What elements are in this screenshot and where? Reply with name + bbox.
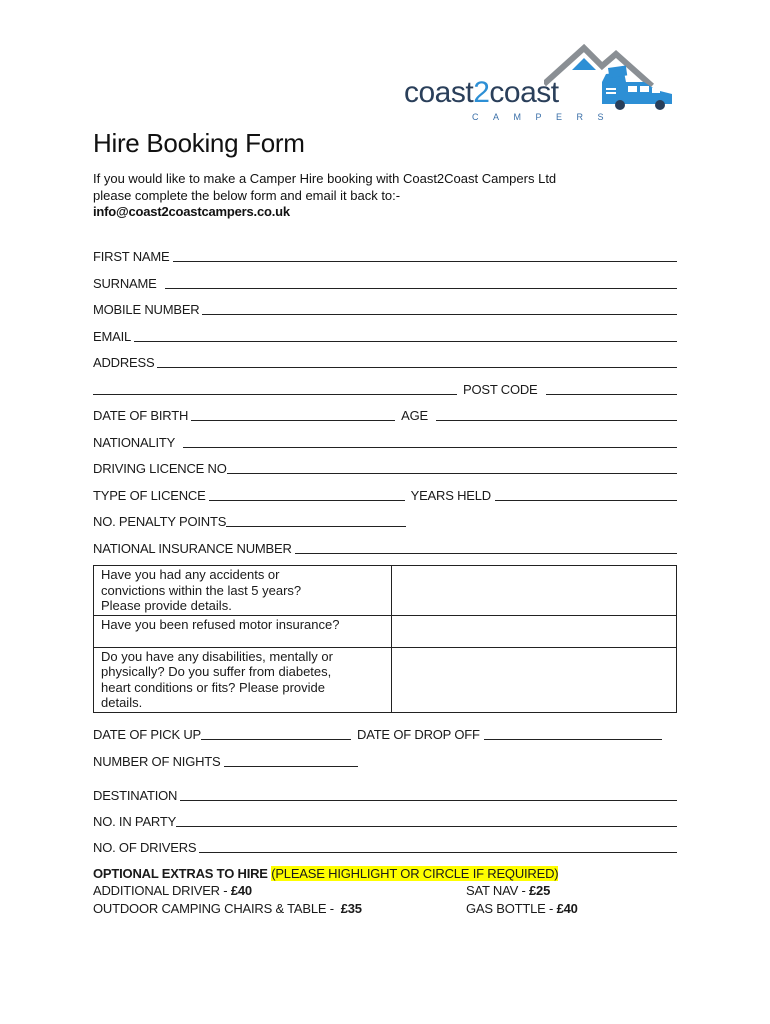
surname-line[interactable] <box>165 287 677 289</box>
extra-gas-bottle[interactable]: GAS BOTTLE - £40 <box>466 901 578 916</box>
intro-text <box>93 171 673 221</box>
ni-number-label: NATIONAL INSURANCE NUMBER <box>93 541 292 556</box>
nights-label: NUMBER OF NIGHTS <box>93 754 221 769</box>
first-name-label: FIRST NAME <box>93 249 170 264</box>
driving-licence-field[interactable] <box>93 459 677 477</box>
driving-licence-label: DRIVING LICENCE NO <box>93 461 227 476</box>
party-label: NO. IN PARTY <box>93 814 177 829</box>
age-label: AGE <box>401 408 429 423</box>
logo-wordmark: coast2coast <box>404 76 559 109</box>
price-badge: £35 <box>340 901 362 916</box>
email-line[interactable] <box>134 340 677 342</box>
ni-number-field[interactable] <box>93 539 677 557</box>
page-title: Hire Booking Form <box>93 128 305 158</box>
dob-age-row <box>93 406 677 424</box>
first-name-field[interactable] <box>93 247 677 265</box>
licence-type-row <box>93 486 677 504</box>
surname-field[interactable] <box>93 274 677 292</box>
question-accidents: Have you had any accidents or convictions within the last 5 years? Please provide details. <box>94 566 392 616</box>
mobile-number-line[interactable] <box>202 313 677 315</box>
age-line[interactable] <box>436 419 677 421</box>
penalty-points-label: NO. PENALTY POINTS <box>93 514 227 529</box>
question-refused-insurance: Have you been refused motor insurance? <box>94 615 392 647</box>
address-field[interactable] <box>93 353 677 371</box>
years-held-line[interactable] <box>495 499 677 501</box>
intro-line-1: If you would like to make a Camper Hire booking with Coast2Coast Campers Ltd <box>93 171 557 186</box>
email-label: EMAIL <box>93 329 132 344</box>
price-badge: £40 <box>556 901 578 916</box>
email-field[interactable] <box>93 327 677 345</box>
drivers-label: NO. OF DRIVERS <box>93 840 197 855</box>
table-row <box>94 647 677 712</box>
nationality-field[interactable] <box>93 433 677 451</box>
intro-line-2: please complete the below form and email it back to:- <box>93 187 401 203</box>
penalty-points-field[interactable] <box>93 512 677 530</box>
extras-heading <box>93 865 558 882</box>
extra-camping-chairs[interactable]: OUTDOOR CAMPING CHAIRS & TABLE - £35 <box>93 901 362 916</box>
drivers-field[interactable] <box>93 838 677 856</box>
question-disabilities: Do you have any disabilities, mentally or physically? Do you suffer from diabetes, heart conditions or fits? Please provide details. <box>94 647 392 712</box>
answer-refused-insurance-cell[interactable] <box>392 615 677 647</box>
drop-off-label: DATE OF DROP OFF <box>357 727 480 742</box>
drop-off-line[interactable] <box>484 738 662 740</box>
penalty-points-line[interactable] <box>226 525 406 527</box>
extra-additional-driver[interactable]: ADDITIONAL DRIVER - £40 <box>93 883 252 898</box>
driving-licence-line[interactable] <box>227 472 677 474</box>
address-line-1[interactable] <box>157 366 677 368</box>
dob-line[interactable] <box>191 419 395 421</box>
dob-label: DATE OF BIRTH <box>93 408 189 423</box>
logo-subtitle: CAMPERS <box>472 112 619 122</box>
mountain-campervan-icon <box>544 44 674 114</box>
pick-up-line[interactable] <box>201 738 351 740</box>
party-line[interactable] <box>176 825 677 827</box>
party-field[interactable] <box>93 812 677 830</box>
mobile-number-field[interactable] <box>93 300 677 318</box>
destination-line[interactable] <box>180 799 677 801</box>
price-badge: £25 <box>529 883 551 898</box>
nationality-label: NATIONALITY <box>93 435 176 450</box>
nationality-line[interactable] <box>183 446 677 448</box>
post-code-label: POST CODE <box>463 382 538 397</box>
mobile-number-label: MOBILE NUMBER <box>93 302 200 317</box>
answer-accidents-cell[interactable] <box>392 566 677 616</box>
nights-field[interactable] <box>93 752 677 770</box>
licence-type-line[interactable] <box>209 499 405 501</box>
extras-heading-title: OPTIONAL EXTRAS TO HIRE <box>93 866 268 881</box>
destination-label: DESTINATION <box>93 788 178 803</box>
licence-type-label: TYPE OF LICENCE <box>93 488 206 503</box>
drivers-line[interactable] <box>199 851 677 853</box>
first-name-line[interactable] <box>173 260 678 262</box>
contact-email-link[interactable]: info@coast2coastcampers.co.uk <box>93 204 290 219</box>
extras-heading-note: (PLEASE HIGHLIGHT OR CIRCLE IF REQUIRED) <box>271 866 559 881</box>
table-row <box>94 615 677 647</box>
address-label: ADDRESS <box>93 355 155 370</box>
pickup-dropoff-row <box>93 725 677 743</box>
answer-disabilities-cell[interactable] <box>392 647 677 712</box>
coast2coast-logo <box>404 44 674 128</box>
address-line-2[interactable] <box>93 393 457 395</box>
price-badge: £40 <box>230 883 252 898</box>
years-held-label: YEARS HELD <box>410 488 491 503</box>
post-code-line[interactable] <box>546 393 677 395</box>
table-row <box>94 566 677 616</box>
destination-field[interactable] <box>93 786 677 804</box>
address-postcode-row <box>93 380 677 398</box>
nights-line[interactable] <box>224 765 358 767</box>
extra-sat-nav[interactable]: SAT NAV - £25 <box>466 883 551 898</box>
questions-table <box>93 565 677 713</box>
surname-label: SURNAME <box>93 276 157 291</box>
pick-up-label: DATE OF PICK UP <box>93 727 201 742</box>
ni-number-line[interactable] <box>295 552 677 554</box>
